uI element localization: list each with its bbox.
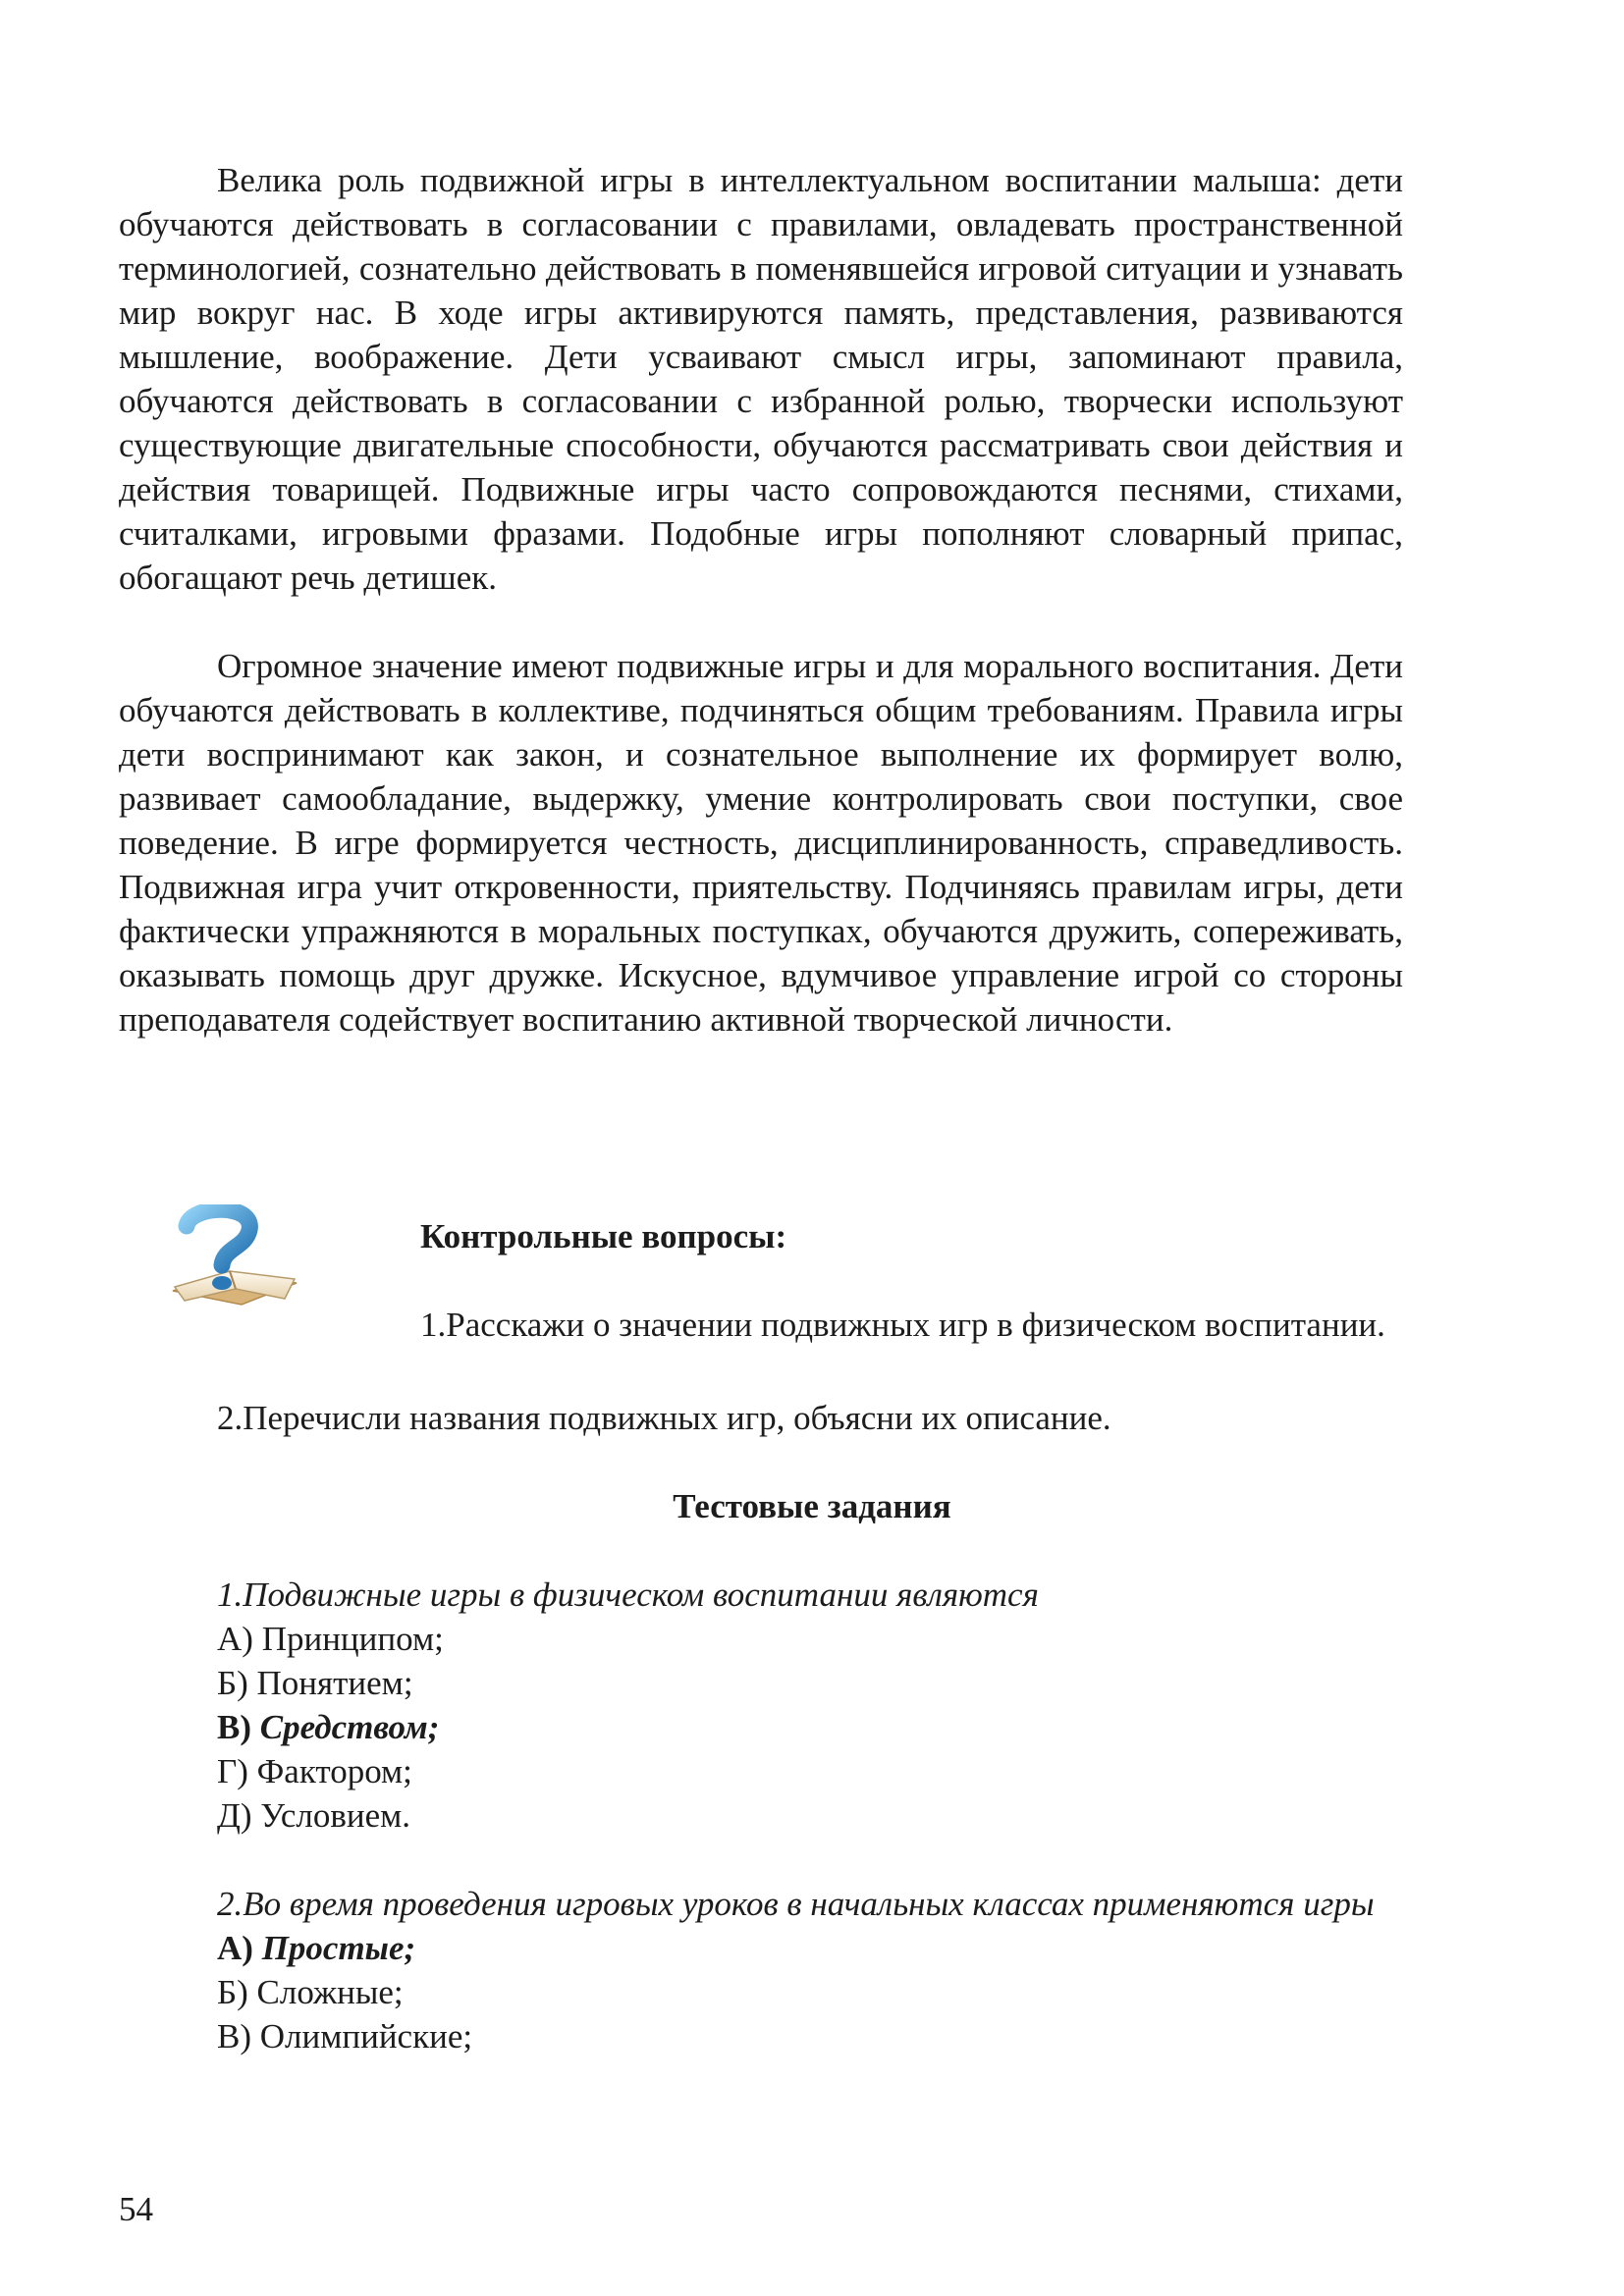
page-number: 54 [119,2190,153,2228]
answer-option-correct [119,1705,1403,1749]
control-question-item: 1.Расскажи о значении подвижных игр в физическом воспитании. [420,1306,1385,1344]
option-text: Понятием; [256,1664,413,1702]
control-questions-heading: Контрольные вопросы: [420,1217,787,1255]
test-question-text: 2.Во время проведения игровых уроков в начальных классах применяются игры [217,1885,1375,1923]
option-text: Сложные; [256,1973,404,2011]
option-text: Средством; [259,1708,440,1746]
test-question-block [119,1882,1403,2058]
option-letter: В) [217,1708,251,1746]
option-text: Принципом; [261,1620,444,1658]
answer-option [119,1661,1403,1705]
test-question-block [119,1573,1403,1838]
option-text: Фактором; [256,1752,412,1790]
answer-option [119,1970,1403,2014]
control-question-item: 2.Перечисли названия подвижных игр, объясни их описание. [217,1399,1111,1437]
option-letter: Б) [217,1973,248,2011]
answer-option [119,1749,1403,1793]
question-book-icon [165,1204,302,1317]
option-letter: Д) [217,1796,252,1835]
body-paragraph: Огромное значение имеют подвижные игры и для морального воспитания. Дети обучаются действовать в коллективе, подчиняться общим требованиям. Правила игры дети воспринимают как закон, и сознательное выполнение их формирует волю, развивает самообладание, выдержку, умение контролировать свои поступки, свое поведение. В игре формируется честность, дисциплинированность, справедливость. Подвижная игра учит откровенности, приятельству. Подчиняясь правилам игры, дети фактически упражняются в моральных поступках, обучаются дружить, сопереживать, оказывать помощь друг дружке. Искусное, вдумчивое управление игрой со стороны преподавателя содействует воспитанию активной творческой личности. [119,647,1403,1039]
answer-option [119,1793,1403,1838]
option-letter: Г) [217,1752,248,1790]
option-text: Простые; [261,1929,416,1967]
option-text: Условием. [260,1796,411,1835]
option-letter: А) [217,1620,253,1658]
option-letter: А) [217,1929,253,1967]
test-question-text: 1.Подвижные игры в физическом воспитании являются [217,1575,1039,1614]
answer-option-correct [119,1926,1403,1970]
test-tasks-heading: Тестовые задания [673,1487,951,1525]
answer-option [119,1617,1403,1661]
body-paragraph: Велика роль подвижной игры в интеллектуальном воспитании малыша: дети обучаются действовать в согласовании с правилами, овладевать пространственной терминологией, сознательно действовать в поменявшейся игровой ситуации и узнавать мир вокруг нас. В ходе игры активируются память, представления, развиваются мышление, воображение. Дети усваивают смысл игры, запоминают правила, обучаются действовать в согласовании с избранной ролью, творчески используют существующие двигательные способности, обучаются рассматривать свои действия и действия товарищей. Подвижные игры часто сопровождаются песнями, стихами, считалками, игровыми фразами. Подобные игры пополняют словарный припас, обогащают речь детишек. [119,161,1403,597]
answer-option [119,2014,1403,2058]
option-letter: В) [217,2017,251,2056]
option-text: Олимпийские; [259,2017,473,2056]
option-letter: Б) [217,1664,248,1702]
